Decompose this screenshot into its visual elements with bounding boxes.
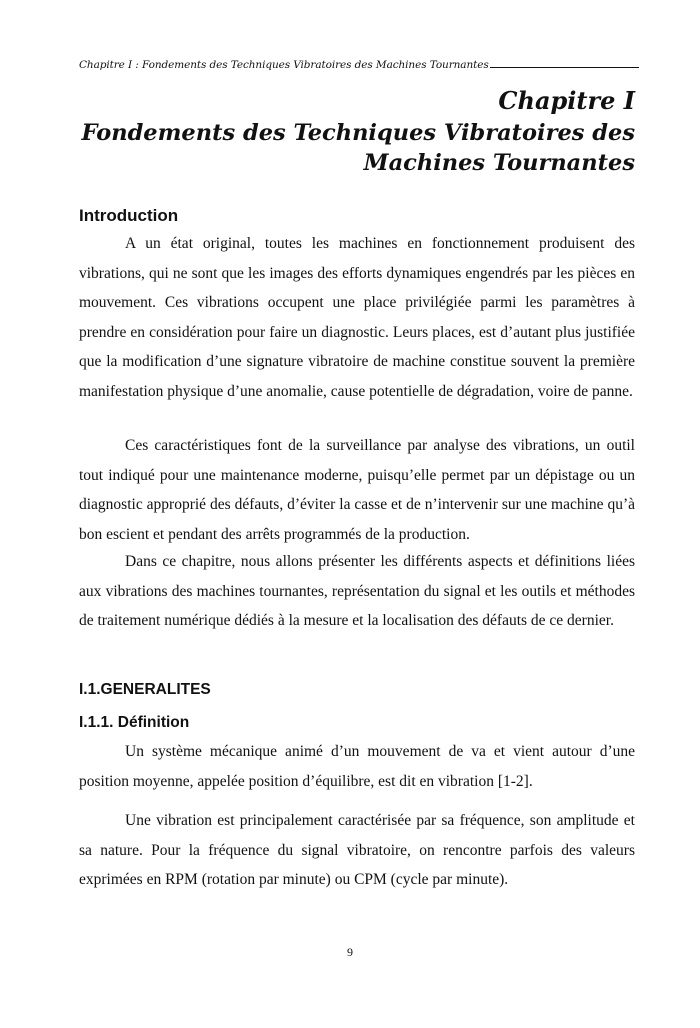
section-title-introduction: Introduction	[79, 206, 179, 225]
chapter-heading	[79, 84, 635, 178]
paragraph-definition-2: Une vibration est principalement caractérisée par sa fréquence, son amplitude et sa nature. Pour la fréquence du signal vibratoire, on rencontre parfois des valeurs exprimées en RPM (rotation par minute) ou CPM (cycle par minute).	[79, 812, 635, 888]
page-number: 9	[347, 945, 353, 959]
section-title-generalites: I.1.GENERALITES	[79, 681, 211, 698]
paragraph-intro-3: Dans ce chapitre, nous allons présenter les différents aspects et définitions liées aux vibrations des machines tournantes, représentation du signal et les outils et méthodes de traitement numérique dédiés à la mesure et la localisation des défauts de ce dernier.	[79, 553, 635, 629]
running-header-title: Chapitre I : Fondements des Techniques Vibratoires des Machines Tournantes	[79, 58, 489, 71]
paragraph-intro-1: A un état original, toutes les machines en fonctionnement produisent des vibrations, qui ne sont que les images des efforts dynamiques engendrés par les pièces en mouvement. Ces vibrations occupent une place privilégiée parmi les paramètres à prendre en considération pour faire un diagnostic. Leurs places, est d’autant plus justifiée que la modification d’une signature vibratoire de machine constitue souvent la première manifestation physique d’une anomalie, cause potentielle de dégradation, voire de panne.	[79, 235, 635, 400]
paragraph-definition-1: Un système mécanique animé d’un mouvement de va et vient autour d’une position moyenne, appelée position d’équilibre, est dit en vibration [1-2].	[79, 743, 635, 790]
running-header	[79, 52, 639, 70]
section-title-definition: I.1.1. Définition	[79, 714, 190, 731]
paragraph-intro-2: Ces caractéristiques font de la surveillance par analyse des vibrations, un outil tout indiqué pour une maintenance moderne, puisqu’elle permet par un dépistage ou un diagnostic approprié des défauts, d’éviter la casse et de n’intervenir sur une machine qu’à bon escient et pendant des arrêts programmés de la production.	[79, 437, 635, 543]
running-header-rule	[490, 67, 639, 68]
chapter-number: Chapitre I	[498, 86, 635, 115]
chapter-title-line-1: Fondements des Techniques Vibratoires des	[81, 120, 635, 146]
chapter-title	[79, 118, 635, 178]
chapter-title-line-2: Machines Tournantes	[363, 150, 635, 176]
